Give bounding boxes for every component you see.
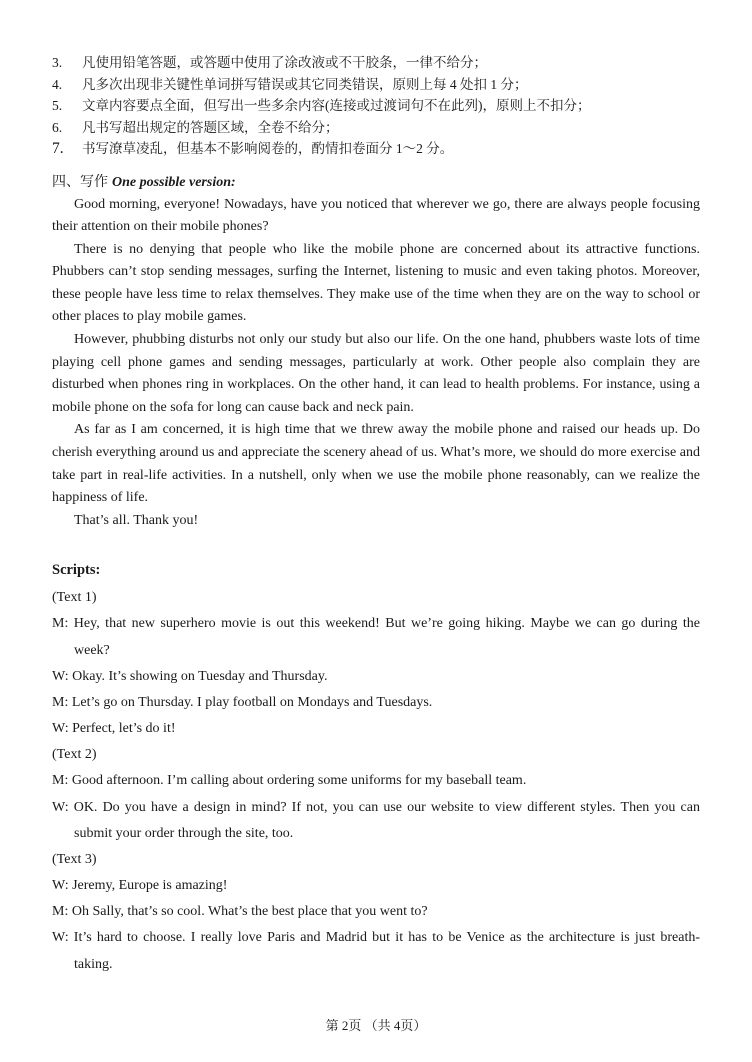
text-label: (Text 2) (52, 747, 97, 763)
dialog-line: M: Oh Sally, that’s so cool. What’s the best place that you went to? (52, 904, 428, 920)
essay-paragraph: Good morning, everyone! Nowadays, have you noticed that wherever we go, there are always people focusing their attention on their mobile phones? (52, 196, 700, 235)
dialog-line: W: OK. Do you have a design in mind? If not, you can use our website to view different styles. Then you can submit your order through the site, too. (52, 799, 700, 841)
listening-text-3 (52, 847, 700, 978)
scripts-heading: Scripts: (52, 562, 101, 579)
rule-item: 3. 凡使用铅笔答题，或答题中使用了涂改液或不干胶条，一律不给分； (52, 55, 487, 70)
sample-essay (52, 194, 700, 533)
dialog-line: M: Let’s go on Thursday. I play football on Mondays and Tuesdays. (52, 695, 433, 711)
essay-paragraph: However, phubbing disturbs not only our study but also our life. On the one hand, phubbers waste lots of time playing cell phone games and sending messages, particularly at work. Other people also complain they are disturbed when phones ring in workplaces. On the other hand, it can lead to health problems. For instance, using a mobile phone on the sofa for long can cause back and neck pain. (52, 332, 700, 415)
dialog-line: W: It’s hard to choose. I really love Paris and Madrid but it has to be Venice as the architecture is just breath-taking. (52, 930, 700, 972)
dialog-line: W: Okay. It’s showing on Tuesday and Thursday. (52, 668, 328, 684)
page-footer: 第 2页 （共 4页） (325, 1018, 427, 1033)
text-label: (Text 3) (52, 852, 97, 868)
document-page (52, 52, 700, 978)
rule-item: 6. 凡书写超出规定的答题区域，全卷不给分； (52, 119, 339, 135)
rule-item: 4. 凡多次出现非关键性单词拼写错误或其它同类错误，原则上每 4 处扣 1 分； (52, 76, 528, 92)
rule-item: 5. 文章内容要点全面，但写出一些多余内容(连接或过渡词句不在此列)，原则上不扣分； (52, 98, 591, 113)
writing-heading: 四、写作 One possible version: (52, 174, 236, 190)
listening-text-2 (52, 742, 700, 847)
dialog-line: W: Perfect, let’s do it! (52, 721, 176, 737)
rule-item: 7. 书写潦草凌乱，但基本不影响阅卷的，酌情扣卷面分 1～2 分。 (52, 140, 454, 157)
essay-paragraph: That’s all. Thank you! (74, 512, 199, 528)
marking-rules (52, 52, 700, 160)
dialog-line: W: Jeremy, Europe is amazing! (52, 878, 228, 894)
listening-text-1 (52, 585, 700, 742)
sample-tag: One possible version: (112, 174, 236, 190)
essay-paragraph: As far as I am concerned, it is high time that we threw away the mobile phone and raised our heads up. Do cherish everything around us and appreciate the scenery ahead of us. What’s more, we should do more exercise and take part in real-life activities. In a nutshell, only when we use the mobile phone reasonably, can we realize the happiness of life. (52, 422, 700, 506)
text-label: (Text 1) (52, 590, 97, 606)
dialog-line: M: Good afternoon. I’m calling about ordering some uniforms for my baseball team. (52, 773, 527, 789)
dialog-line: M: Hey, that new superhero movie is out this weekend! But we’re going hiking. Maybe we can go during the week? (52, 616, 700, 658)
essay-paragraph: There is no denying that people who like the mobile phone are concerned about its attractive functions. Phubbers can’t stop sending messages, surfing the Internet, listening to music and even taking photos. Moreover, these people have less time to relax themselves. They make use of the time when they are on the way to school or other places to play mobile games. (52, 241, 700, 325)
